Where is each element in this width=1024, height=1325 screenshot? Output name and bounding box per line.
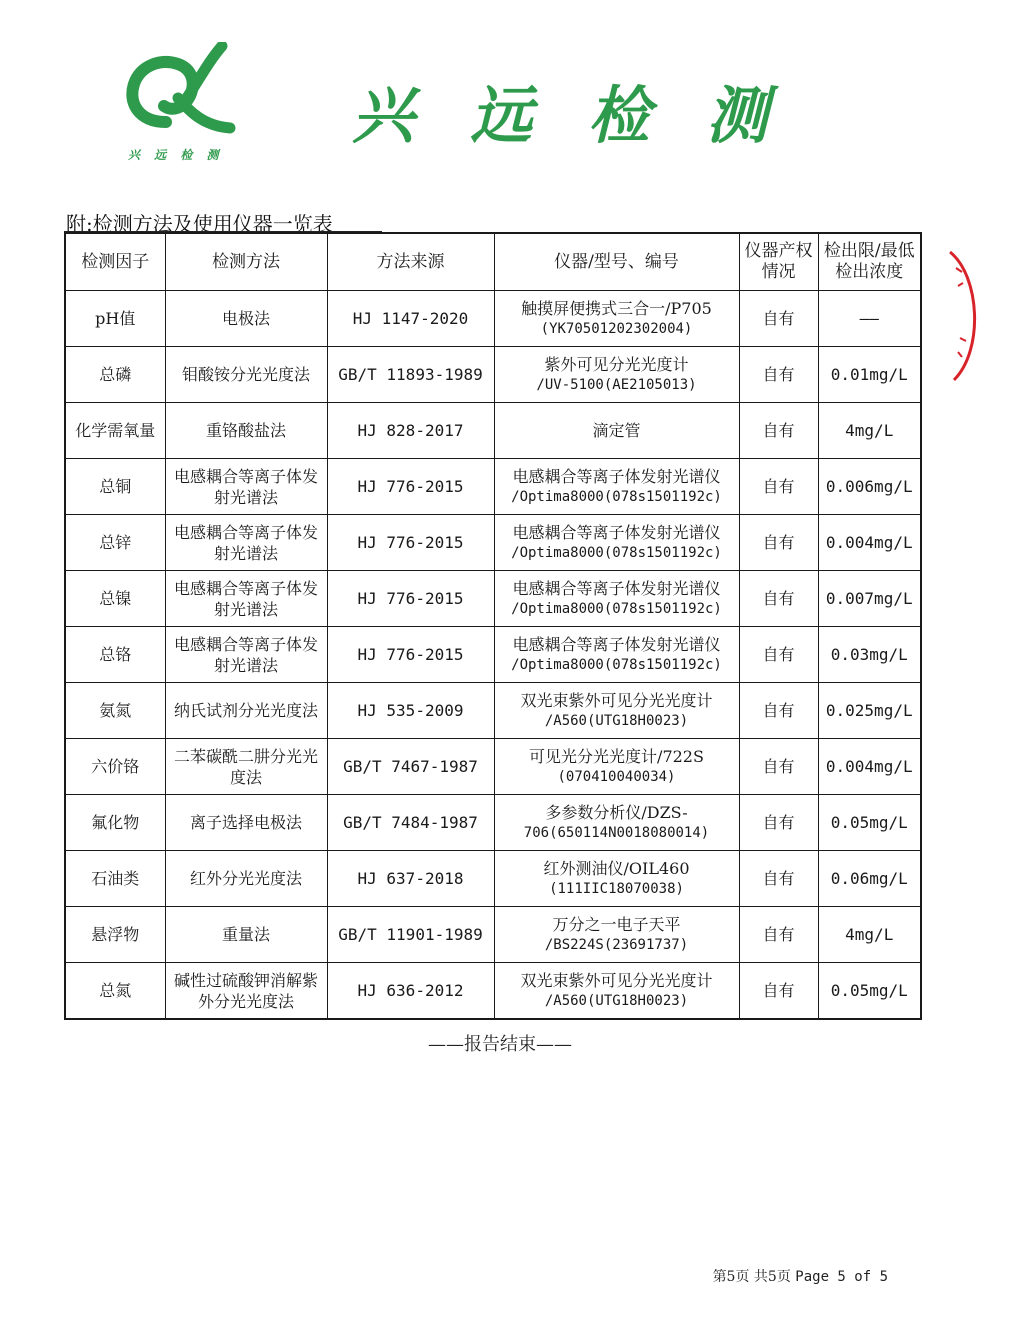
cell-factor: 六价铬: [65, 739, 165, 795]
instrument-model: (YK70501202302004): [540, 320, 693, 337]
cell-factor: 总磷: [65, 347, 165, 403]
cell-factor: 总铜: [65, 459, 165, 515]
cell-source: GB/T 11893-1989: [327, 347, 494, 403]
seal-stamp-icon: [946, 246, 986, 386]
table-row: [65, 795, 921, 851]
instrument-name: 电感耦合等离子体发射光谱仪: [512, 522, 721, 542]
cell-ownership: 自有: [739, 963, 818, 1020]
cell-factor: 总镍: [65, 571, 165, 627]
instrument-name: 红外测油仪/OIL460: [543, 858, 690, 878]
column-header-source: 方法来源: [327, 233, 494, 291]
table-row: [65, 739, 921, 795]
cell-factor: 总铬: [65, 627, 165, 683]
table-row: [65, 963, 921, 1020]
cell-factor: 总锌: [65, 515, 165, 571]
cell-instrument: [494, 739, 739, 795]
cell-instrument: [494, 683, 739, 739]
table-row: [65, 851, 921, 907]
cell-source: HJ 1147-2020: [327, 291, 494, 347]
methods-table: [64, 232, 922, 1020]
instrument-model: /A560(UTG18H0023): [544, 992, 689, 1009]
cell-source: HJ 776-2015: [327, 515, 494, 571]
cell-limit: 4mg/L: [818, 403, 921, 459]
cell-method: 离子选择电极法: [165, 795, 327, 851]
cell-ownership: 自有: [739, 403, 818, 459]
cell-limit: 4mg/L: [818, 907, 921, 963]
instrument-name: 紫外可见分光光度计: [544, 354, 689, 374]
cell-limit: 0.05mg/L: [818, 795, 921, 851]
instrument-name: 可见光分光光度计/722S: [529, 746, 704, 766]
column-header-method: 检测方法: [165, 233, 327, 291]
instrument-name: 双光束紫外可见分光光度计: [520, 970, 713, 990]
cell-ownership: 自有: [739, 907, 818, 963]
column-header-ownership: 仪器产权情况: [739, 233, 818, 291]
cell-ownership: 自有: [739, 627, 818, 683]
instrument-model: 706(650114N0018080014): [523, 824, 710, 841]
instrument-name: 多参数分析仪/DZS-: [545, 802, 688, 822]
company-logo-icon: [126, 42, 236, 138]
cell-instrument: [494, 515, 739, 571]
table-row: [65, 403, 921, 459]
cell-limit: 0.05mg/L: [818, 963, 921, 1020]
table-row: [65, 571, 921, 627]
cell-ownership: 自有: [739, 459, 818, 515]
table-row: [65, 347, 921, 403]
cell-limit: 0.006mg/L: [818, 459, 921, 515]
instrument-model: (111IIC18070038): [549, 880, 684, 897]
cell-factor: 总氮: [65, 963, 165, 1020]
table-row: [65, 515, 921, 571]
cell-ownership: 自有: [739, 683, 818, 739]
cell-instrument: [494, 571, 739, 627]
cell-instrument: [494, 459, 739, 515]
instrument-name: 电感耦合等离子体发射光谱仪: [512, 578, 721, 598]
table-header-row: [65, 233, 921, 291]
instrument-name: 滴定管: [592, 421, 641, 440]
cell-ownership: 自有: [739, 347, 818, 403]
cell-instrument: [494, 907, 739, 963]
cell-limit: 0.007mg/L: [818, 571, 921, 627]
cell-factor: 悬浮物: [65, 907, 165, 963]
cell-source: HJ 776-2015: [327, 459, 494, 515]
instrument-model: /Optima8000(078s1501192c): [511, 544, 722, 561]
instrument-name: 万分之一电子天平: [552, 914, 681, 934]
table-row: [65, 907, 921, 963]
instrument-model: /BS224S(23691737): [544, 936, 689, 953]
cell-ownership: 自有: [739, 851, 818, 907]
cell-limit: 0.004mg/L: [818, 515, 921, 571]
cell-ownership: 自有: [739, 291, 818, 347]
table-caption: 附:检测方法及使用仪器一览表: [66, 212, 333, 236]
instrument-model: /Optima8000(078s1501192c): [511, 600, 722, 617]
table-row: [65, 683, 921, 739]
instrument-model: /A560(UTG18H0023): [544, 712, 689, 729]
report-end-marker: ——报告结束——: [428, 1034, 572, 1055]
table-row: [65, 291, 921, 347]
cell-instrument: [494, 403, 739, 459]
cell-source: HJ 637-2018: [327, 851, 494, 907]
instrument-model: /Optima8000(078s1501192c): [511, 488, 722, 505]
cell-limit: 0.01mg/L: [818, 347, 921, 403]
page-number-cn: 第5页 共5页: [712, 1269, 791, 1285]
instrument-name: 双光束紫外可见分光光度计: [520, 690, 713, 710]
table-row: [65, 459, 921, 515]
cell-instrument: [494, 347, 739, 403]
cell-method: 电感耦合等离子体发射光谱法: [165, 571, 327, 627]
cell-method: 钼酸铵分光光度法: [165, 347, 327, 403]
cell-method: 电极法: [165, 291, 327, 347]
cell-ownership: 自有: [739, 571, 818, 627]
cell-limit: 0.004mg/L: [818, 739, 921, 795]
cell-instrument: [494, 291, 739, 347]
cell-limit: 0.06mg/L: [818, 851, 921, 907]
cell-source: HJ 776-2015: [327, 627, 494, 683]
cell-method: 重量法: [165, 907, 327, 963]
cell-method: 电感耦合等离子体发射光谱法: [165, 627, 327, 683]
cell-ownership: 自有: [739, 795, 818, 851]
cell-method: 红外分光光度法: [165, 851, 327, 907]
cell-source: HJ 636-2012: [327, 963, 494, 1020]
cell-method: 碱性过硫酸钾消解紫外分光光度法: [165, 963, 327, 1020]
cell-source: HJ 776-2015: [327, 571, 494, 627]
cell-method: 纳氏试剂分光光度法: [165, 683, 327, 739]
cell-factor: 氟化物: [65, 795, 165, 851]
column-header-instrument: 仪器/型号、编号: [494, 233, 739, 291]
cell-factor: 石油类: [65, 851, 165, 907]
cell-factor: 化学需氧量: [65, 403, 165, 459]
cell-instrument: [494, 963, 739, 1020]
instrument-model: /UV-5100(AE2105013): [536, 376, 697, 393]
cell-instrument: [494, 627, 739, 683]
cell-method: 重铬酸盐法: [165, 403, 327, 459]
cell-method: 二苯碳酰二肼分光光度法: [165, 739, 327, 795]
instrument-model: /Optima8000(078s1501192c): [511, 656, 722, 673]
cell-limit: ——: [818, 291, 921, 347]
column-header-factor: 检测因子: [65, 233, 165, 291]
brand-title: 兴远检测: [352, 79, 825, 152]
cell-factor: 氨氮: [65, 683, 165, 739]
logo-caption: 兴 远 检 测: [128, 148, 224, 162]
cell-method: 电感耦合等离子体发射光谱法: [165, 459, 327, 515]
cell-method: 电感耦合等离子体发射光谱法: [165, 515, 327, 571]
cell-limit: 0.025mg/L: [818, 683, 921, 739]
cell-factor: pH值: [65, 291, 165, 347]
table-body: [65, 291, 921, 1020]
cell-instrument: [494, 795, 739, 851]
instrument-name: 电感耦合等离子体发射光谱仪: [512, 466, 721, 486]
cell-instrument: [494, 851, 739, 907]
instrument-name: 触摸屏便携式三合一/P705: [521, 298, 712, 318]
cell-source: GB/T 7467-1987: [327, 739, 494, 795]
page-footer: [713, 1266, 888, 1286]
column-header-limit: 检出限/最低检出浓度: [818, 233, 921, 291]
cell-source: GB/T 11901-1989: [327, 907, 494, 963]
cell-limit: 0.03mg/L: [818, 627, 921, 683]
cell-source: HJ 828-2017: [327, 403, 494, 459]
table-row: [65, 627, 921, 683]
cell-ownership: 自有: [739, 515, 818, 571]
page-number-en: Page 5 of 5: [795, 1269, 888, 1285]
cell-ownership: 自有: [739, 739, 818, 795]
cell-source: HJ 535-2009: [327, 683, 494, 739]
cell-source: GB/T 7484-1987: [327, 795, 494, 851]
instrument-name: 电感耦合等离子体发射光谱仪: [512, 634, 721, 654]
instrument-model: (070410040034): [557, 768, 676, 785]
